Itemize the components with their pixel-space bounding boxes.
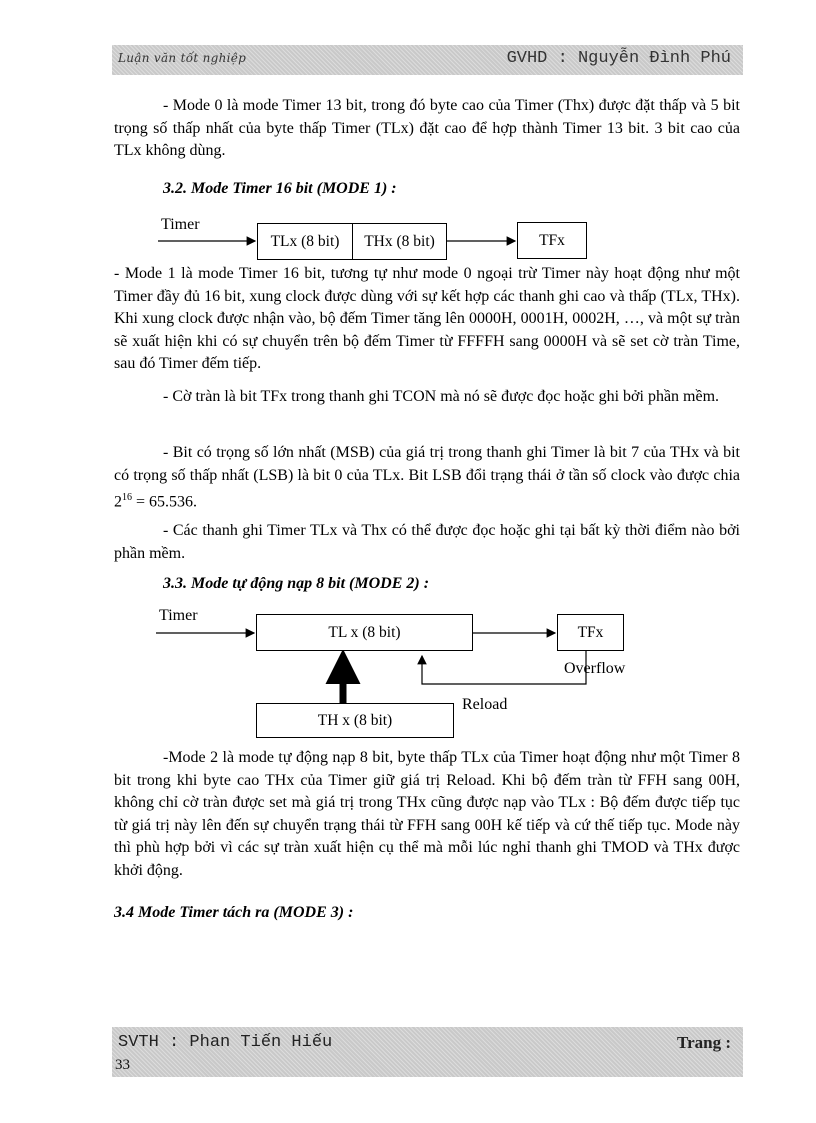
thx-box: THx (8 bit): [352, 223, 447, 260]
heading-3-4: 3.4 Mode Timer tách ra (MODE 3) :: [114, 904, 354, 921]
th-box: TH x (8 bit): [256, 703, 454, 738]
header-advisor: GVHD : Nguyễn Đình Phú: [506, 49, 731, 68]
paragraph-mode1: - Mode 1 là mode Timer 16 bit, tương tự như mode 0 ngoại trừ Timer này hoạt động như một Timer đầy đủ 16 bit, xung clock được dùng với sự kết hợp các thanh ghi cao và thấp (TLx, THx). Khi xung clock được nhận vào, bộ đếm Timer tăng lên 0000H, 0001H, 0002H, …, và một sự tràn sẽ xuất hiện khi có sự chuyển trên bộ đếm Timer từ FFFFH sang 0000H và sẽ set cờ tràn Time, sau đó Timer đếm tiếp.: [114, 265, 740, 372]
overflow-label: Overflow: [564, 660, 626, 677]
tlx-box: TLx (8 bit): [257, 223, 353, 260]
tfx-box: TFx: [517, 222, 587, 259]
timer-label-2: Timer: [159, 607, 198, 624]
footer-student: SVTH : Phan Tiến Hiếu: [118, 1033, 333, 1052]
msb-text: - Bit có trọng số lớn nhất (MSB) của giá trị trong thanh ghi Timer là bit 7 của THx và bit có trọng số thấp nhất (LSB) là bit 0 của TLx. Bit LSB đổi trạng thái ở tần số clock vào được chia 2: [114, 444, 740, 511]
heading-3-3: 3.3. Mode tự động nạp 8 bit (MODE 2) :: [163, 575, 430, 592]
msb-value: = 65.536.: [132, 493, 198, 511]
paragraph-mode2: -Mode 2 là mode tự động nạp 8 bit, byte thấp TLx của Timer hoạt động như một Timer 8 bit trong khi byte cao THx của Timer giữ giá trị Reload. Khi bộ đếm tràn từ FFH sang 00H, không chỉ cờ tràn được set mà giá trị trong THx cũng được nạp vào TLx : Bộ đếm được tiếp tục từ giá trị này lên đến sự chuyển trạng thái từ FFH sang 00H kế tiếp và cứ thế tiếp tục. Mode này thì phù hợp bởi vì các sự tràn xuất hiện cụ thể mà mỗi lúc nghỉ thanh ghi TMOD và THx được khởi động.: [114, 749, 740, 879]
tl-box: TL x (8 bit): [256, 614, 473, 651]
timer-label: Timer: [161, 216, 200, 233]
footer-page-number: 33: [115, 1057, 130, 1073]
paragraph-mode0: - Mode 0 là mode Timer 13 bit, trong đó byte cao của Timer (Thx) được đặt thấp và 5 bit trọng số thấp nhất của byte thấp Timer (TLx) đặt cao để hợp thành Timer 13 bit. 3 bit cao của TLx không dùng.: [114, 97, 740, 159]
paragraph-overflow-flag: - Cờ tràn là bit TFx trong thanh ghi TCON mà nó sẽ được đọc hoặc ghi bởi phần mềm.: [163, 388, 720, 405]
heading-3-2: 3.2. Mode Timer 16 bit (MODE 1) :: [163, 180, 397, 197]
footer-page-label: Trang :: [677, 1033, 731, 1052]
paragraph-registers: - Các thanh ghi Timer TLx và Thx có thể được đọc hoặc ghi tại bất kỳ thời điểm nào bởi phần mềm.: [114, 522, 740, 562]
header-thesis-label: Luận văn tốt nghiệp: [118, 51, 247, 65]
tf-box: TFx: [557, 614, 624, 651]
msb-exponent: 16: [122, 492, 132, 503]
reload-feedback-arrow: [422, 651, 586, 684]
page-footer: [112, 1027, 743, 1077]
reload-label: Reload: [462, 696, 508, 713]
